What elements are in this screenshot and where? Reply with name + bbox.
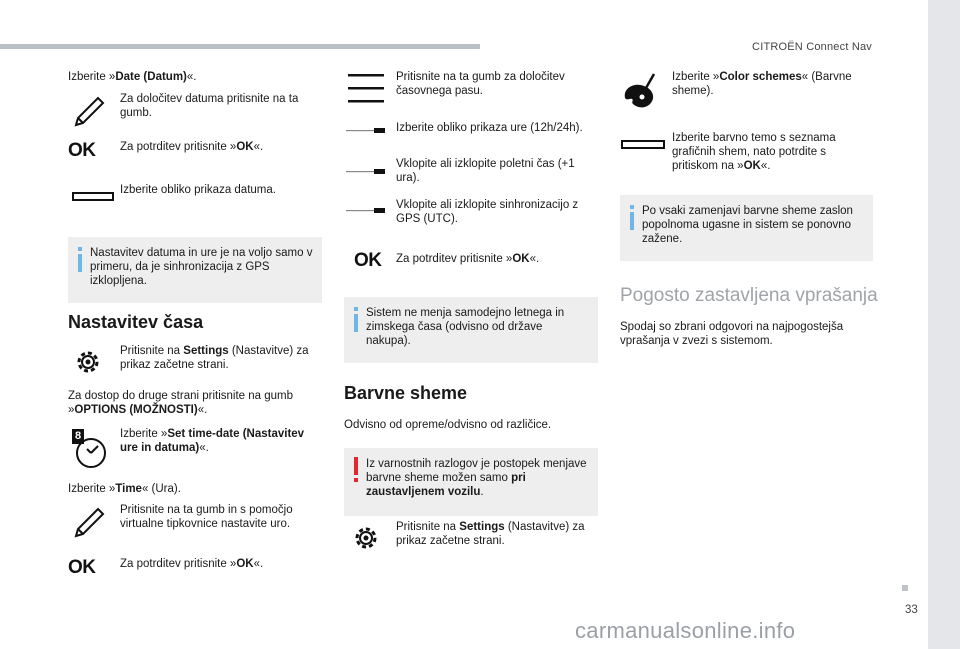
para-faq: Spodaj so zbrani odgovori na najpogostejša vprašanja v zvezi s sistemom. (620, 321, 844, 347)
step-text: Pritisnite na Settings (Nastavitve) za prikaz začetne strani. (120, 345, 309, 371)
ok-icon: OK (68, 557, 96, 578)
info-icon (78, 247, 82, 251)
step-pencil-time (68, 503, 328, 543)
step-text: Izberite »Color schemes« (Barvne sheme). (672, 71, 852, 97)
info-icon (354, 307, 358, 311)
info-box-dst (344, 297, 598, 363)
info-text: Sistem ne menja samodejno letnega in zimskega časa (odvisno od države nakupa). (366, 307, 565, 347)
step-bar-date (68, 183, 328, 213)
warning-text: Iz varnostnih razlogov je postopek menjave barvne sheme možen samo pri zaustavljenem vozilu. (366, 458, 587, 498)
step-gear-time (68, 344, 328, 384)
para-variant: Odvisno od opreme/odvisno od različice. (344, 419, 552, 431)
step-bar-scheme (620, 131, 876, 175)
warning-box (344, 448, 598, 516)
step-ok-time (68, 557, 328, 587)
warning-icon (354, 457, 358, 475)
para-time: Izberite »Time« (Ura). (68, 483, 181, 495)
page-number: 33 (905, 604, 918, 616)
info-icon-stem (630, 212, 634, 230)
info-icon (630, 205, 634, 209)
info-icon-stem (354, 314, 358, 332)
top-rule (0, 44, 480, 49)
ok-icon: OK (68, 140, 96, 161)
step-text: Za določitev datuma pritisnite na ta gumb. (120, 93, 299, 119)
step-text: Za potrditev pritisnite »OK«. (120, 141, 264, 153)
info-icon-stem (78, 254, 82, 272)
step-text: Za potrditev pritisnite »OK«. (396, 253, 540, 265)
toggle-icon (344, 157, 388, 181)
warning-icon-dot (354, 478, 358, 482)
bar-icon (70, 183, 114, 223)
para-options: Za dostop do druge strani pritisnite na gumb »OPTIONS (MOŽNOSTI)«. (68, 390, 294, 416)
step-ok-date (68, 140, 328, 170)
gear-icon (68, 344, 108, 384)
continue-marker (902, 585, 908, 591)
page-sidebar-strip (928, 0, 960, 649)
step-toggle-format (344, 121, 600, 145)
pencil-icon (68, 92, 108, 132)
bar-icon (620, 131, 666, 171)
step-text: Pritisnite na Settings (Nastavitve) za prikaz začetne strani. (396, 521, 585, 547)
step-text: Vklopite ali izklopite poletni čas (+1 ura). (396, 158, 575, 184)
palette-icon (620, 70, 664, 114)
step-pencil-date (68, 92, 328, 132)
section-title-time: Nastavitev časa (68, 312, 204, 332)
section-title-colors: Barvne sheme (344, 383, 468, 403)
intro-date: Izberite »Date (Datum)«. (68, 71, 197, 83)
menu-icon (344, 70, 388, 110)
toggle-icon (344, 198, 388, 222)
gear-icon (344, 520, 384, 560)
step-text: Vklopite ali izklopite sinhronizacijo z GPS (UTC). (396, 199, 579, 225)
step-gear-colors (344, 520, 600, 560)
step-text: Izberite obliko prikaza ure (12h/24h). (396, 122, 583, 134)
pencil-icon (68, 503, 108, 543)
toggle-icon (344, 121, 388, 145)
step-ok-timezone (344, 252, 600, 282)
page-header-brand: CITROËN Connect Nav (752, 41, 872, 53)
step-number-badge: 8 (72, 429, 84, 444)
step-text: Za potrditev pritisnite »OK«. (120, 558, 264, 570)
info-text: Po vsaki zamenjavi barvne sheme zaslon popolnoma ugasne in sistem se ponovno zažene. (642, 205, 853, 245)
step-palette (620, 70, 876, 114)
info-text: Nastavitev datuma in ure je na voljo samo v primeru, da je sinhronizacija z GPS izklopljena. (90, 247, 313, 287)
section-title-faq: Pogosto zastavljena vprašanja (620, 285, 878, 306)
step-clock (68, 427, 328, 471)
step-toggle-dst (344, 157, 600, 187)
step-text: Izberite barvno temo s seznama grafičnih shem, nato potrdite s pritiskom na »OK«. (672, 132, 836, 172)
info-box-date (68, 237, 322, 303)
step-text: Pritisnite na ta gumb in s pomočjo virtualne tipkovnice nastavite uro. (120, 504, 293, 530)
step-text: Izberite »Set time-date (Nastavitev ure in datuma)«. (120, 428, 305, 454)
step-toggle-gps (344, 198, 600, 228)
step-text: Pritisnite na ta gumb za določitev časovnega pasu. (396, 71, 565, 97)
info-box-restart (620, 195, 873, 261)
step-menu-timezone (344, 70, 600, 110)
ok-icon: OK (354, 250, 382, 271)
step-text: Izberite obliko prikaza datuma. (120, 184, 276, 196)
watermark: carmanualsonline.info (575, 618, 796, 643)
